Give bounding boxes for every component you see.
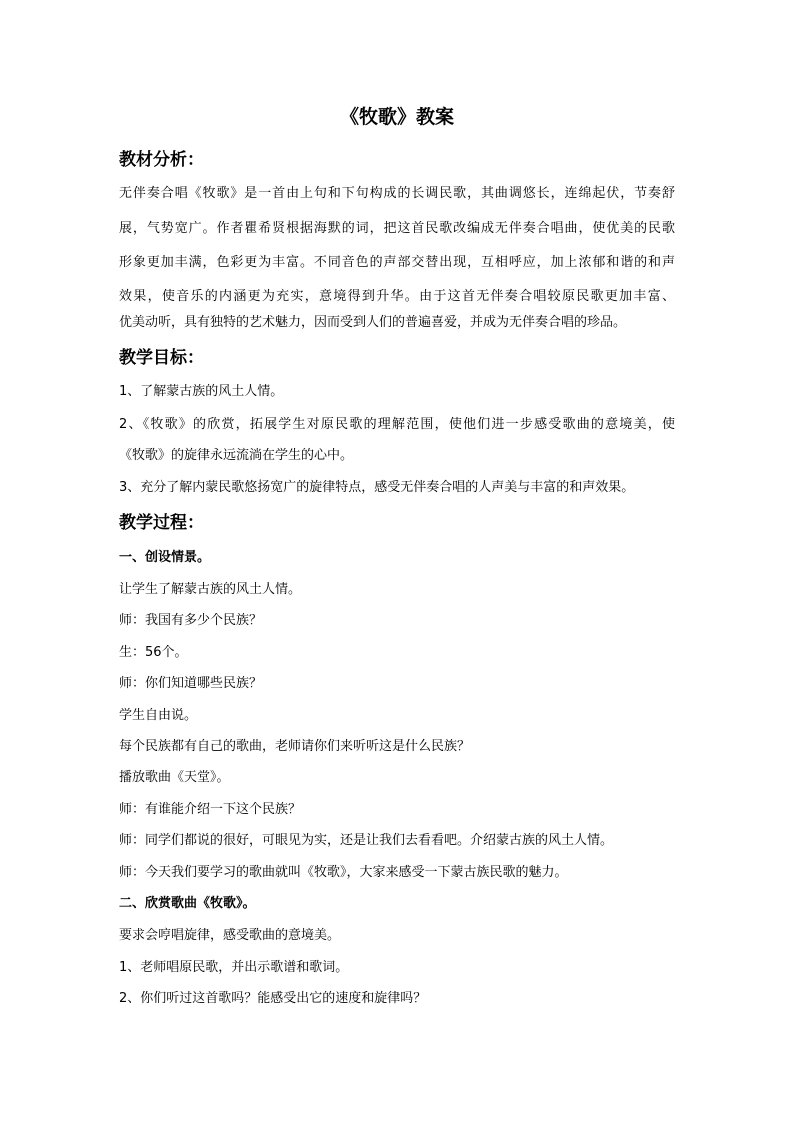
process-part1-line-9: 师：同学们都说的很好，可眼见为实，还是让我们去看看吧。介绍蒙古族的风土人情。	[119, 833, 614, 848]
process-part1-line-6: 每个民族都有自己的歌曲，老师请你们来听听这是什么民族？	[119, 739, 471, 754]
analysis-line-5: 优美动听，具有独特的艺术魅力，因而受到人们的普遍喜爱，并成为无伴奏合唱的珍品。	[119, 315, 627, 330]
process-part1-line-4: 师：你们知道哪些民族？	[119, 676, 263, 691]
process-part2-line-1: 要求会哼唱旋律，感受歌曲的意境美。	[119, 928, 341, 943]
goal-line-2: 2、《牧歌》的欣赏，拓展学生对原民歌的理解范围，使他们进一步感受歌曲的意境美，使	[119, 417, 675, 432]
process-part1-line-8: 师：有谁能介绍一下这个民族？	[119, 802, 302, 817]
analysis-line-2: 展，气势宽广。作者瞿希贤根据海默的词，把这首民歌改编成无伴奏合唱曲，使优美的民歌	[119, 221, 675, 236]
goal-line-3: 《牧歌》的旋律永远流淌在学生的心中。	[119, 448, 354, 463]
process-part1-line-7: 播放歌曲《天堂》。	[119, 770, 230, 785]
process-part2-line-2: 1、老师唱原民歌，并出示歌谱和歌词。	[119, 960, 349, 975]
process-part1-line-2: 师：我国有多少个民族？	[119, 613, 263, 628]
process-part1-line-3: 生：56个。	[119, 645, 188, 660]
process-part1-line-10: 师：今天我们要学习的歌曲就叫《牧歌》，大家来感受一下蒙古族民歌的魅力。	[119, 865, 568, 880]
analysis-line-1: 无伴奏合唱《牧歌》是一首由上句和下句构成的长调民歌，其曲调悠长，连绵起伏，节奏舒	[119, 186, 675, 201]
analysis-line-4: 效果，使音乐的内涵更为充实，意境得到升华。由于这首无伴奏合唱较原民歌更加丰富、	[119, 289, 675, 304]
analysis-line-3: 形象更加丰满，色彩更为丰富。不同音色的声部交替出现，互相呼应，加上浓郁和谐的和声	[119, 255, 675, 270]
process-part1-line-5: 学生自由说。	[119, 708, 198, 723]
section-heading-goals: 教学目标：	[119, 348, 204, 368]
goal-line-1: 1、了解蒙古族的风土人情。	[119, 384, 284, 399]
process-part2-heading: 二、欣赏歌曲《牧歌》。	[119, 896, 256, 911]
section-heading-analysis: 教材分析：	[119, 150, 204, 170]
goal-line-4: 3、充分了解内蒙民歌悠扬宽广的旋律特点，感受无伴奏合唱的人声美与丰富的和声效果。	[119, 480, 635, 495]
section-heading-process: 教学过程：	[119, 513, 204, 533]
process-part1-heading: 一、创设情景。	[119, 550, 211, 565]
process-part2-line-3: 2、你们听过这首歌吗？能感受出它的速度和旋律吗？	[119, 991, 427, 1006]
process-part1-line-1: 让学生了解蒙古族的风土人情。	[119, 582, 302, 597]
page-title: 《牧歌》教案	[339, 106, 454, 128]
